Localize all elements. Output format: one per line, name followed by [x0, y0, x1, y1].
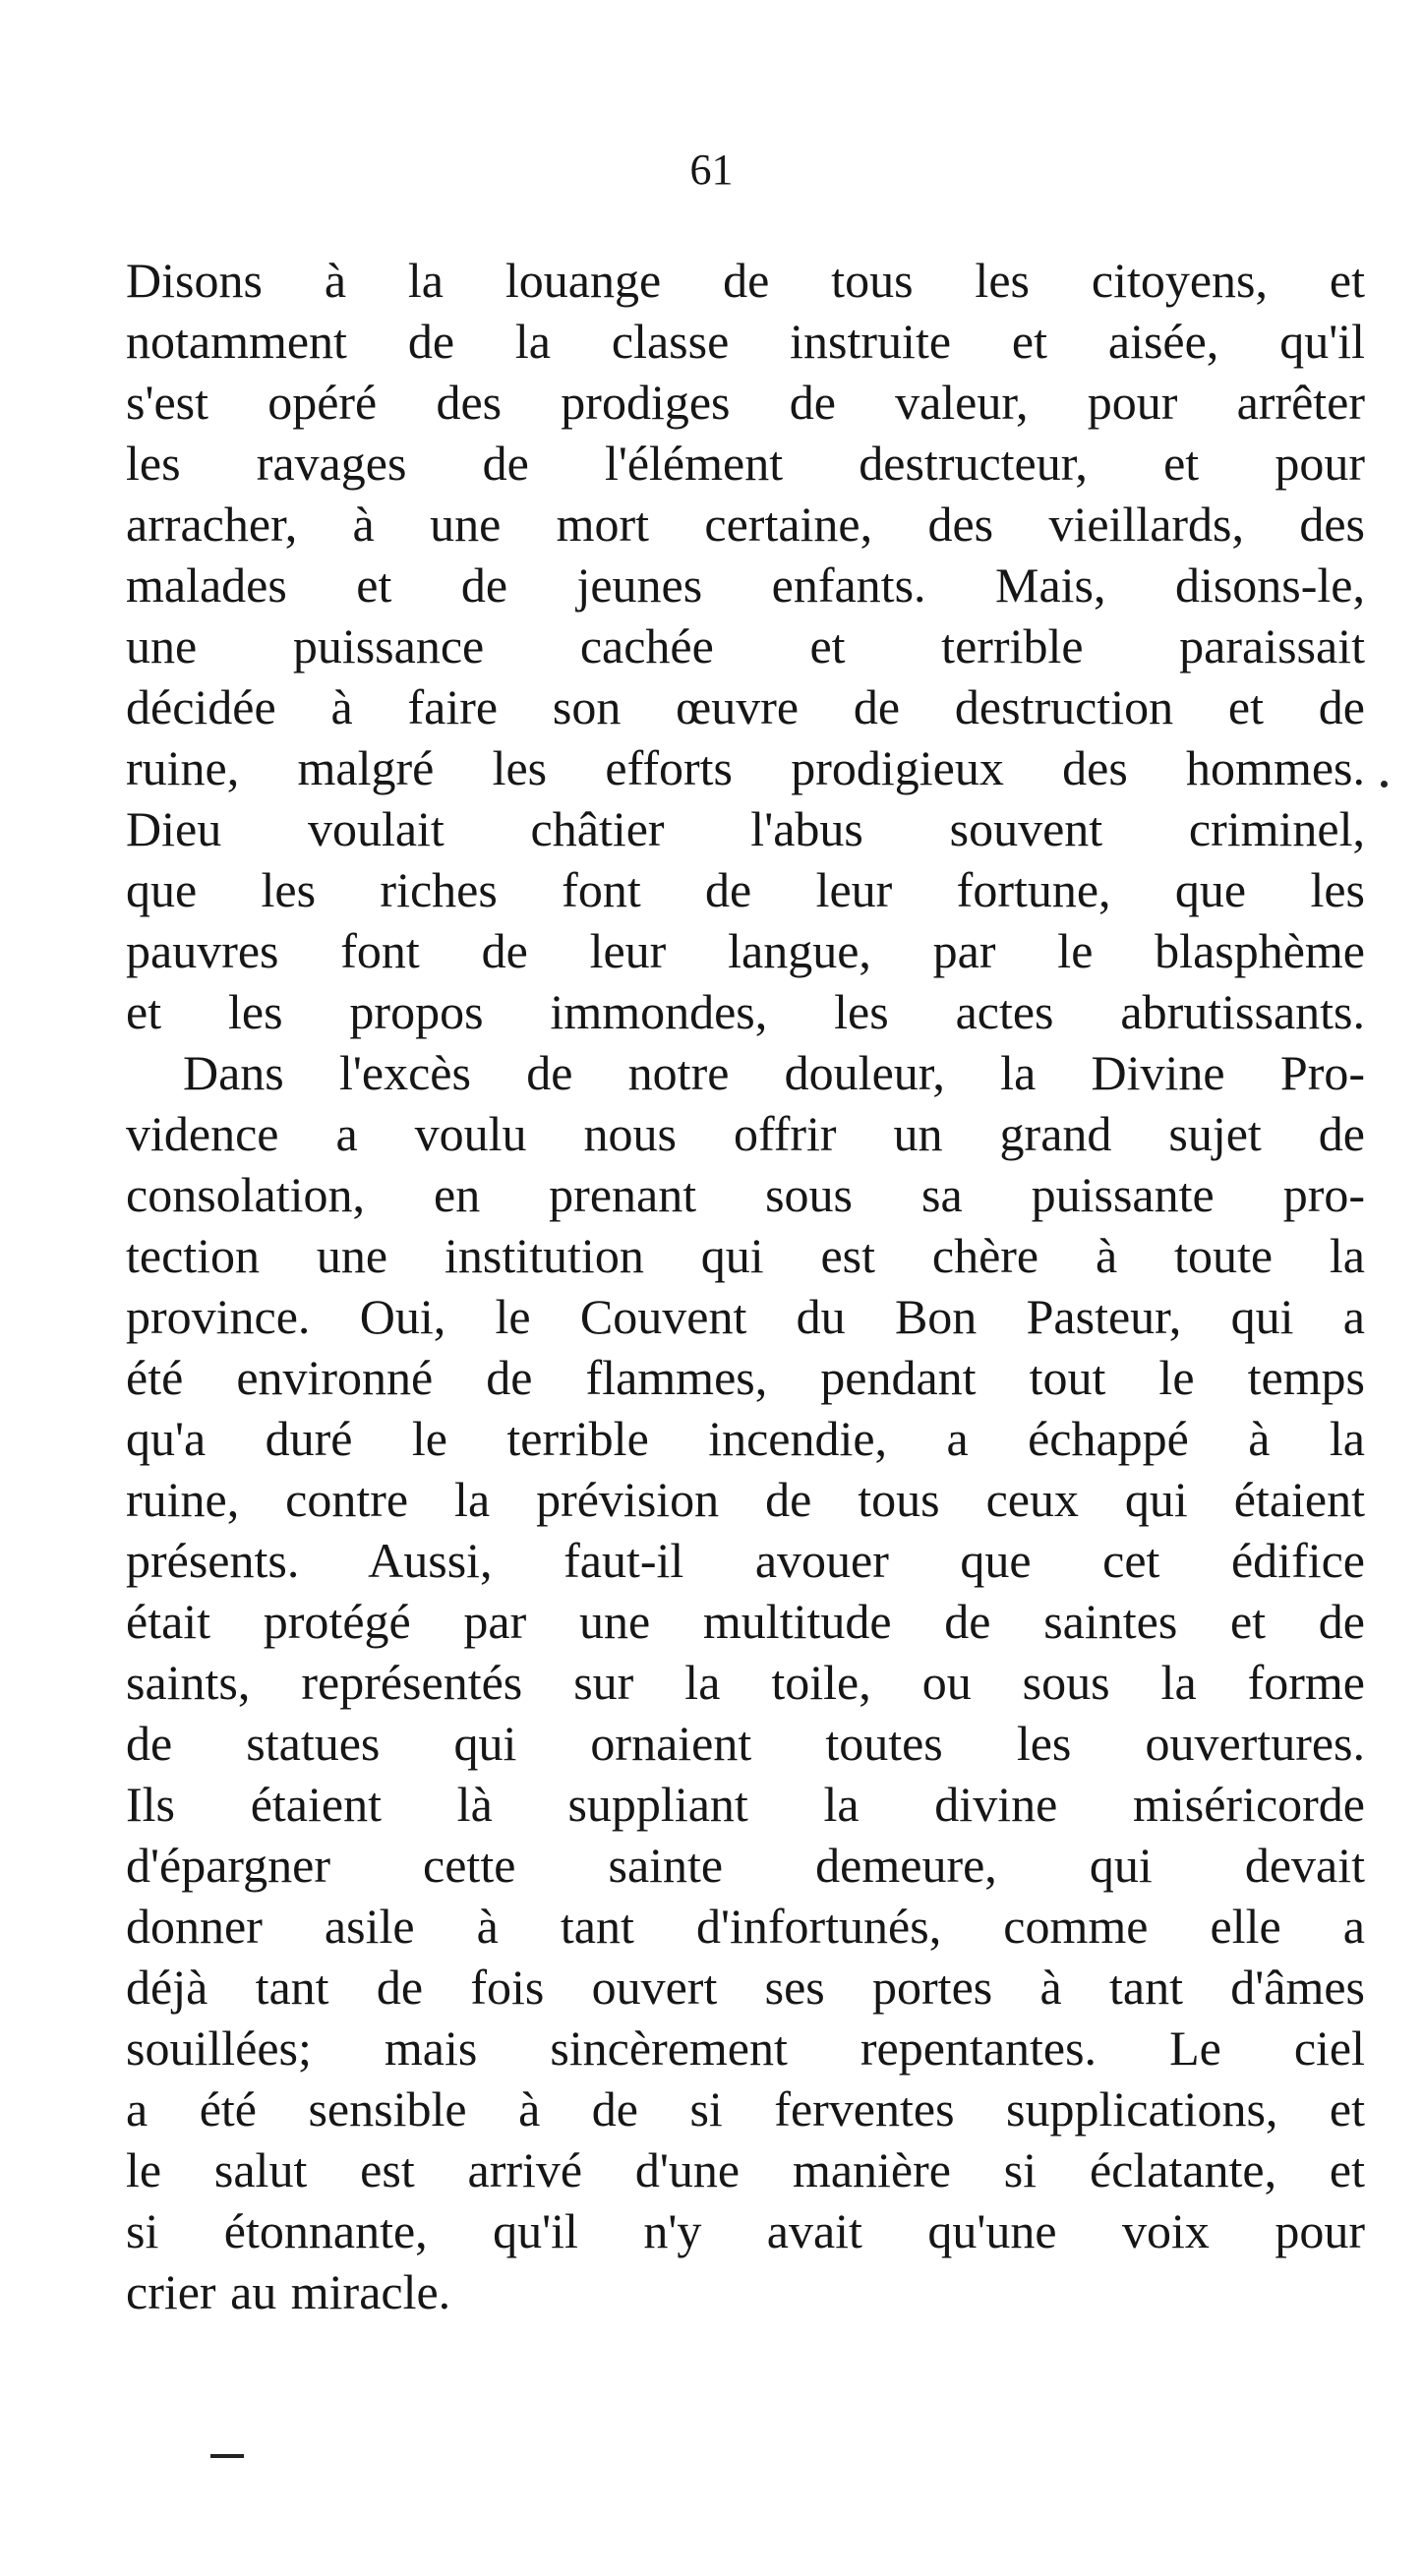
text-line: d'épargner cette sainte demeure, qui devait	[126, 1838, 1365, 1893]
paragraph-start-line: Dans l'excès de notre douleur, la Divine Pro-	[183, 1045, 1365, 1100]
page-number: 61	[689, 146, 734, 194]
text-line: qu'a duré le terrible incendie, a échappé à la	[126, 1411, 1365, 1466]
text-line: donner asile à tant d'infortunés, comme elle a	[126, 1899, 1365, 1954]
text-line: et les propos immondes, les actes abrutissants.	[126, 984, 1365, 1039]
text-line: Ils étaient là suppliant la divine miséricorde	[126, 1777, 1365, 1832]
text-line: s'est opéré des prodiges de valeur, pour arrêter	[126, 375, 1365, 430]
text-line: était protégé par une multitude de saintes et de	[126, 1594, 1365, 1649]
text-line: pauvres font de leur langue, par le blasphème	[126, 923, 1365, 978]
text-line: une puissance cachée et terrible paraissait	[126, 618, 1365, 673]
text-line: Dieu voulait châtier l'abus souvent criminel,	[126, 801, 1365, 856]
text-line: ruine, contre la prévision de tous ceux qui étaient	[126, 1472, 1365, 1527]
text-line: de statues qui ornaient toutes les ouvertures.	[126, 1716, 1365, 1771]
text-line: souillées; mais sincèrement repentantes. Le ciel	[126, 2020, 1365, 2076]
text-line: présents. Aussi, faut-il avouer que cet édifice	[126, 1533, 1365, 1588]
text-line: notamment de la classe instruite et aisée, qu'il	[126, 314, 1365, 369]
text-line: déjà tant de fois ouvert ses portes à tant d'âmes	[126, 1960, 1365, 2015]
text-line: les ravages de l'élément destructeur, et pour	[126, 436, 1365, 491]
text-line: province. Oui, le Couvent du Bon Pasteur, qui a	[126, 1289, 1365, 1344]
stray-ink-dot	[1381, 781, 1388, 788]
text-line: malades et de jeunes enfants. Mais, disons-le,	[126, 557, 1365, 613]
text-line: ruine, malgré les efforts prodigieux des hommes.	[126, 740, 1365, 795]
text-line: Disons à la louange de tous les citoyens, et	[126, 253, 1365, 308]
text-line: si étonnante, qu'il n'y avait qu'une voix pour	[126, 2203, 1365, 2258]
text-line: le salut est arrivé d'une manière si éclatante, et	[126, 2142, 1365, 2197]
text-line: vidence a voulu nous offrir un grand sujet de	[126, 1106, 1365, 1161]
text-line: a été sensible à de si ferventes supplications, et	[126, 2081, 1365, 2137]
text-line: décidée à faire son œuvre de destruction et de	[126, 679, 1365, 734]
text-line: tection une institution qui est chère à toute la	[126, 1228, 1365, 1283]
text-line: été environné de flammes, pendant tout le temps	[126, 1350, 1365, 1405]
body-text	[126, 250, 1365, 2322]
text-line: arracher, à une mort certaine, des vieillards, des	[126, 497, 1365, 552]
text-line: que les riches font de leur fortune, que les	[126, 862, 1365, 917]
text-line: saints, représentés sur la toile, ou sous la forme	[126, 1655, 1365, 1710]
stray-ink-mark	[210, 2454, 244, 2458]
text-line: crier au miracle.	[126, 2264, 451, 2319]
text-line: consolation, en prenant sous sa puissante pro-	[126, 1167, 1365, 1222]
